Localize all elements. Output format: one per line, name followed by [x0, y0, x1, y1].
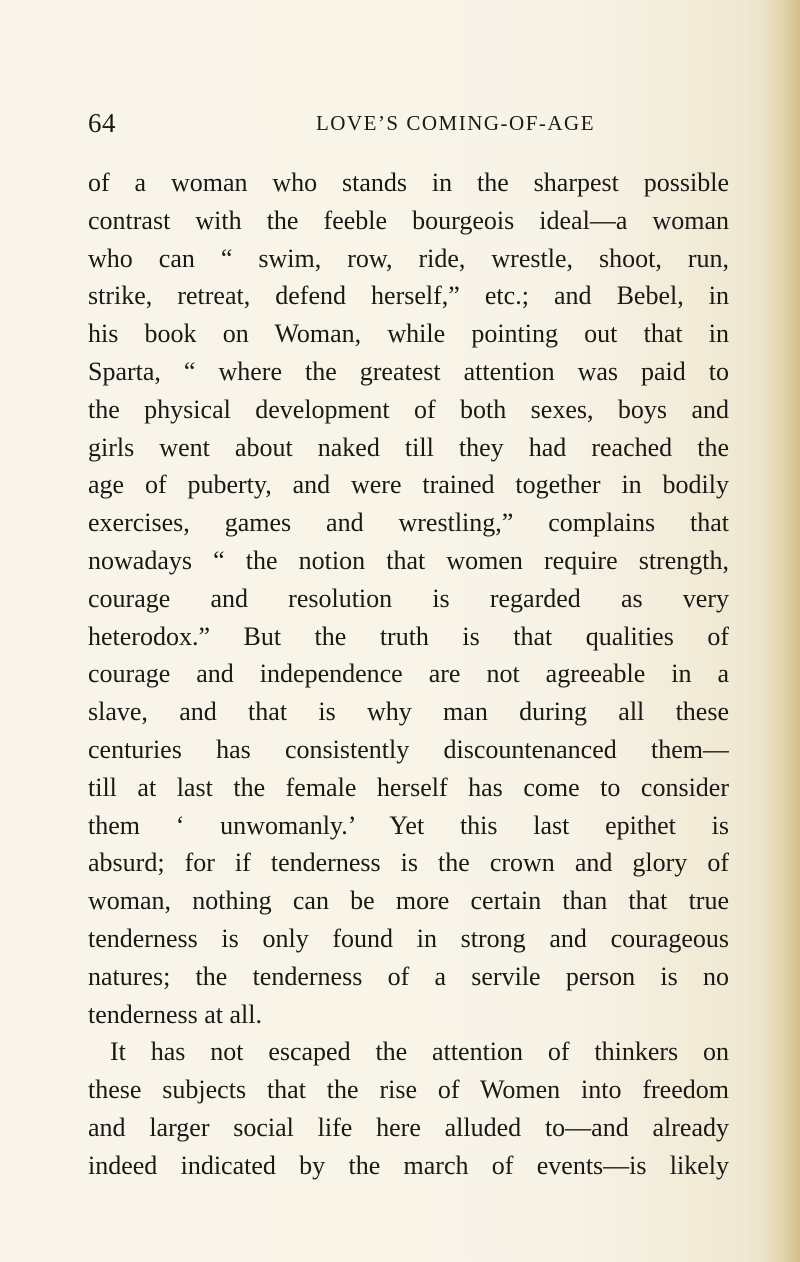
running-head: LOVE’S COMING-OF-AGE [315, 111, 596, 135]
text-line: till at last the female herself has come to consider [88, 772, 729, 802]
page-number: 64 [88, 108, 116, 138]
text-line: slave, and that is why man during all these [88, 697, 729, 727]
text-line: woman, nothing can be more certain than that true [88, 886, 729, 916]
text-line: who can “ swim, row, ride, wrestle, shoot, run, [88, 243, 729, 273]
text-line: Sparta, “ where the greatest attention was paid to [88, 356, 729, 386]
text-line: absurd; for if tenderness is the crown and glory of [88, 848, 729, 878]
text-line: girls went about naked till they had reached the [88, 432, 729, 462]
text-line: exercises, games and wrestling,” complains that [88, 508, 729, 538]
text-line: age of puberty, and were trained together in bodily [88, 470, 729, 500]
page-header [88, 108, 728, 148]
page-edge-stain [762, 0, 800, 1262]
text-line: tenderness is only found in strong and courageous [88, 923, 729, 953]
text-line: and larger social life here alluded to—and already [88, 1112, 729, 1142]
text-line: indeed indicated by the march of events—is likely [88, 1150, 729, 1180]
paragraph-end-line: tenderness at all. [88, 999, 262, 1029]
text-line: of a woman who stands in the sharpest possible [88, 168, 729, 197]
text-line: the physical development of both sexes, boys and [88, 394, 729, 424]
text-line: nowadays “ the notion that women require strength, [88, 545, 729, 575]
text-line: these subjects that the rise of Women into freedom [88, 1075, 729, 1105]
text-line: them ‘ unwomanly.’ Yet this last epithet is [88, 810, 729, 840]
text-line: his book on Woman, while pointing out that in [88, 319, 729, 349]
text-line: centuries has consistently discountenanced them— [88, 734, 729, 764]
text-line: courage and resolution is regarded as very [88, 583, 729, 613]
body-text [88, 164, 729, 1185]
text-line: heterodox.” But the truth is that qualities of [88, 621, 729, 651]
text-line: natures; the tenderness of a servile person is no [88, 961, 729, 991]
paragraph-start-line: It has not escaped the attention of thinkers on [110, 1037, 729, 1067]
text-line: courage and independence are not agreeable in a [88, 659, 729, 689]
text-line: strike, retreat, defend herself,” etc.; and Bebel, in [88, 281, 729, 311]
text-line: contrast with the feeble bourgeois ideal—a woman [88, 205, 729, 235]
